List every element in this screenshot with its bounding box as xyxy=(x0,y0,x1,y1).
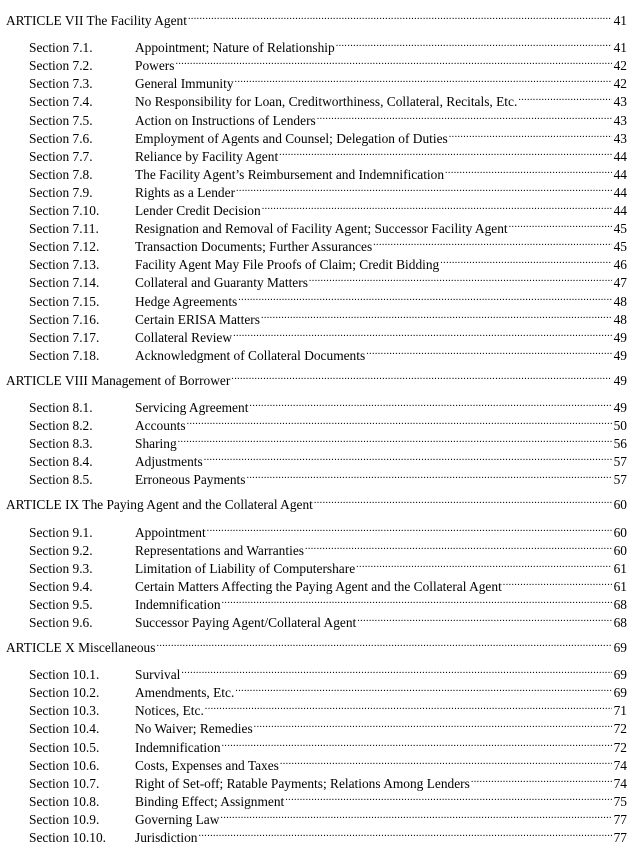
section-number: Section 7.13. xyxy=(29,257,100,273)
toc-section-entry[interactable] xyxy=(6,394,627,415)
dot-leader xyxy=(235,70,612,88)
section-number: Section 9.2. xyxy=(29,542,93,558)
section-title: Hedge Agreements xyxy=(135,293,238,309)
page-number: 49 xyxy=(613,372,627,388)
dot-leader xyxy=(199,824,613,842)
dot-leader xyxy=(262,197,612,215)
section-title: Jurisdiction xyxy=(135,830,198,846)
page-number: 56 xyxy=(613,436,627,452)
section-number: Section 10.8. xyxy=(29,793,100,809)
section-number: Section 9.5. xyxy=(29,596,93,612)
section-title: Binding Effect; Assignment xyxy=(135,793,285,809)
dot-leader xyxy=(261,306,612,324)
page-number: 41 xyxy=(613,13,627,29)
page-number: 50 xyxy=(613,418,627,434)
section-number: Section 7.2. xyxy=(29,58,93,74)
page-number: 60 xyxy=(613,542,627,558)
dot-leader xyxy=(246,466,612,484)
page-number: 71 xyxy=(613,703,627,719)
page-number: 46 xyxy=(613,257,627,273)
section-title: No Waiver; Remedies xyxy=(135,721,253,737)
section-number: Section 8.5. xyxy=(29,472,93,488)
section-title: Erroneous Payments xyxy=(135,472,246,488)
page-number: 48 xyxy=(613,293,627,309)
dot-leader xyxy=(309,269,612,287)
article-title: ARTICLE VIII Management of Borrower xyxy=(6,372,231,388)
section-number: Section 10.5. xyxy=(29,739,100,755)
section-number: Section 9.4. xyxy=(29,578,93,594)
section-title: Indemnification xyxy=(135,739,221,755)
section-title: Survival xyxy=(135,667,181,683)
section-title: Facility Agent May File Proofs of Claim; Credit Bidding xyxy=(135,257,440,273)
page-number: 60 xyxy=(613,524,627,540)
article-group xyxy=(6,491,627,630)
article-group xyxy=(6,7,627,363)
page-number: 72 xyxy=(613,721,627,737)
section-number: Section 10.2. xyxy=(29,685,100,701)
page-number: 74 xyxy=(613,775,627,791)
page-number: 68 xyxy=(613,615,627,630)
page-number: 75 xyxy=(613,793,627,809)
article-group xyxy=(6,367,627,488)
page-number: 49 xyxy=(613,399,627,415)
section-title: Resignation and Removal of Facility Agent; Successor Facility Agent xyxy=(135,221,508,237)
section-title: Costs, Expenses and Taxes xyxy=(135,757,279,773)
section-title: Right of Set-off; Ratable Payments; Relations Among Lenders xyxy=(135,775,470,791)
section-number: Section 7.7. xyxy=(29,148,93,164)
page-number: 47 xyxy=(613,275,627,291)
page-number: 77 xyxy=(613,830,627,846)
dot-leader xyxy=(305,537,612,555)
section-number: Section 9.3. xyxy=(29,560,93,576)
dot-leader xyxy=(314,491,612,509)
section-number: Section 10.10. xyxy=(29,830,106,846)
page-number: 60 xyxy=(613,497,627,513)
toc-section-entry[interactable] xyxy=(6,34,627,56)
page-number: 61 xyxy=(613,578,627,594)
dot-leader xyxy=(279,143,612,161)
section-number: Section 10.1. xyxy=(29,667,100,683)
section-number: Section 10.6. xyxy=(29,757,100,773)
page-number: 68 xyxy=(613,596,627,612)
section-number: Section 8.1. xyxy=(29,399,93,415)
section-title: Lender Credit Decision xyxy=(135,203,261,219)
section-number: Section 7.11. xyxy=(29,221,99,237)
dot-leader xyxy=(205,697,612,715)
dot-leader xyxy=(373,233,612,251)
article-heading[interactable] xyxy=(6,367,627,388)
page-number: 72 xyxy=(613,739,627,755)
section-title: Rights as a Lender xyxy=(135,184,236,200)
section-title: Adjustments xyxy=(135,454,203,470)
section-number: Section 7.1. xyxy=(29,40,93,56)
section-title: Appointment; Nature of Relationship xyxy=(135,40,335,56)
page-number: 44 xyxy=(613,203,627,219)
page-number: 42 xyxy=(613,58,627,74)
section-title: Certain ERISA Matters xyxy=(135,311,260,327)
page-number: 57 xyxy=(613,454,627,470)
section-number: Section 7.17. xyxy=(29,329,100,345)
section-number: Section 7.18. xyxy=(29,347,100,363)
section-number: Section 7.14. xyxy=(29,275,100,291)
section-number: Section 7.12. xyxy=(29,239,100,255)
toc-section-entry[interactable] xyxy=(6,661,627,683)
article-title: ARTICLE VII The Facility Agent xyxy=(6,13,187,29)
table-of-contents xyxy=(6,0,627,846)
section-title: No Responsibility for Loan, Creditworthiness, Collateral, Recitals, Etc. xyxy=(135,94,518,110)
page-number: 74 xyxy=(613,757,627,773)
dot-leader xyxy=(181,661,612,679)
section-number: Section 10.4. xyxy=(29,721,100,737)
page-number: 69 xyxy=(613,685,627,701)
dot-leader xyxy=(175,52,612,70)
section-number: Section 10.3. xyxy=(29,703,100,719)
section-number: Section 8.2. xyxy=(29,418,93,434)
section-title: Sharing xyxy=(135,436,177,452)
section-number: Section 10.9. xyxy=(29,811,100,827)
section-number: Section 7.3. xyxy=(29,76,93,92)
page-number: 69 xyxy=(613,640,627,656)
section-title: Collateral and Guaranty Matters xyxy=(135,275,308,291)
page-number: 43 xyxy=(613,130,627,146)
page-number: 43 xyxy=(613,112,627,128)
page-number: 45 xyxy=(613,221,627,237)
page-number: 44 xyxy=(613,166,627,182)
dot-leader xyxy=(207,518,612,536)
dot-leader xyxy=(440,251,612,269)
dot-leader xyxy=(188,7,612,25)
dot-leader xyxy=(233,324,612,342)
article-heading[interactable] xyxy=(6,491,627,513)
page-number: 49 xyxy=(613,329,627,345)
section-title: Certain Matters Affecting the Paying Agent and the Collateral Agent xyxy=(135,578,502,594)
dot-leader xyxy=(231,367,612,385)
section-title: Collateral Review xyxy=(135,329,233,345)
page-number: 44 xyxy=(613,148,627,164)
page-number: 43 xyxy=(613,94,627,110)
page-number: 41 xyxy=(613,40,627,56)
section-number: Section 10.7. xyxy=(29,775,100,791)
section-number: Section 7.15. xyxy=(29,293,100,309)
section-number: Section 7.9. xyxy=(29,184,93,200)
section-title: Acknowledgment of Collateral Documents xyxy=(135,347,366,363)
dot-leader xyxy=(178,430,612,448)
section-number: Section 8.3. xyxy=(29,436,93,452)
dot-leader xyxy=(204,448,612,466)
dot-leader xyxy=(280,752,612,770)
section-number: Section 9.1. xyxy=(29,524,93,540)
section-number: Section 9.6. xyxy=(29,615,93,630)
section-title: Transaction Documents; Further Assurances xyxy=(135,239,373,255)
section-title: Limitation of Liability of Computershare xyxy=(135,560,356,576)
page-number: 61 xyxy=(613,560,627,576)
dot-leader xyxy=(222,733,612,751)
article-title: ARTICLE X Miscellaneous xyxy=(6,640,156,656)
section-title: Amendments, Etc. xyxy=(135,685,235,701)
page-number: 49 xyxy=(613,347,627,363)
dot-leader xyxy=(445,161,612,179)
dot-leader xyxy=(235,679,612,697)
section-title: Servicing Agreement xyxy=(135,399,249,415)
dot-leader xyxy=(254,715,612,733)
section-title: Successor Paying Agent/Collateral Agent xyxy=(135,615,357,630)
section-number: Section 7.4. xyxy=(29,94,93,110)
page-number: 44 xyxy=(613,184,627,200)
article-group xyxy=(6,634,627,846)
section-number: Section 7.6. xyxy=(29,130,93,146)
dot-leader xyxy=(449,125,612,143)
dot-leader xyxy=(509,215,612,233)
section-title: Accounts xyxy=(135,418,186,434)
section-title: Action on Instructions of Lenders xyxy=(135,112,316,128)
article-title: ARTICLE IX The Paying Agent and the Collateral Agent xyxy=(6,497,313,513)
dot-leader xyxy=(238,287,612,305)
article-heading[interactable] xyxy=(6,634,627,656)
section-number: Section 7.5. xyxy=(29,112,93,128)
section-title: Powers xyxy=(135,58,175,74)
dot-leader xyxy=(285,788,612,806)
page-number: 42 xyxy=(613,76,627,92)
section-title: General Immunity xyxy=(135,76,234,92)
toc-section-entry[interactable] xyxy=(6,518,627,540)
section-title: Governing Law xyxy=(135,811,220,827)
page-number: 57 xyxy=(613,472,627,488)
dot-leader xyxy=(220,806,612,824)
article-heading[interactable] xyxy=(6,7,627,29)
dot-leader xyxy=(471,770,612,788)
dot-leader xyxy=(236,179,612,197)
dot-leader xyxy=(356,555,612,573)
page-number: 77 xyxy=(613,811,627,827)
page-number: 48 xyxy=(613,311,627,327)
dot-leader xyxy=(357,609,612,627)
section-number: Section 7.16. xyxy=(29,311,100,327)
dot-leader xyxy=(222,591,612,609)
section-title: Indemnification xyxy=(135,596,221,612)
section-number: Section 7.10. xyxy=(29,203,100,219)
dot-leader xyxy=(336,34,612,52)
dot-leader xyxy=(156,634,612,652)
dot-leader xyxy=(187,412,612,430)
dot-leader xyxy=(366,342,612,360)
dot-leader xyxy=(317,106,612,124)
section-title: Employment of Agents and Counsel; Delegation of Duties xyxy=(135,130,448,146)
dot-leader xyxy=(249,394,612,412)
page-number: 45 xyxy=(613,239,627,255)
section-title: Reliance by Facility Agent xyxy=(135,148,279,164)
section-number: Section 7.8. xyxy=(29,166,93,182)
dot-leader xyxy=(503,573,612,591)
section-title: Notices, Etc. xyxy=(135,703,204,719)
dot-leader xyxy=(518,88,612,106)
section-title: Representations and Warranties xyxy=(135,542,304,558)
section-title: The Facility Agent’s Reimbursement and Indemnification xyxy=(135,166,445,182)
section-title: Appointment xyxy=(135,524,206,540)
section-number: Section 8.4. xyxy=(29,454,93,470)
page-number: 69 xyxy=(613,667,627,683)
